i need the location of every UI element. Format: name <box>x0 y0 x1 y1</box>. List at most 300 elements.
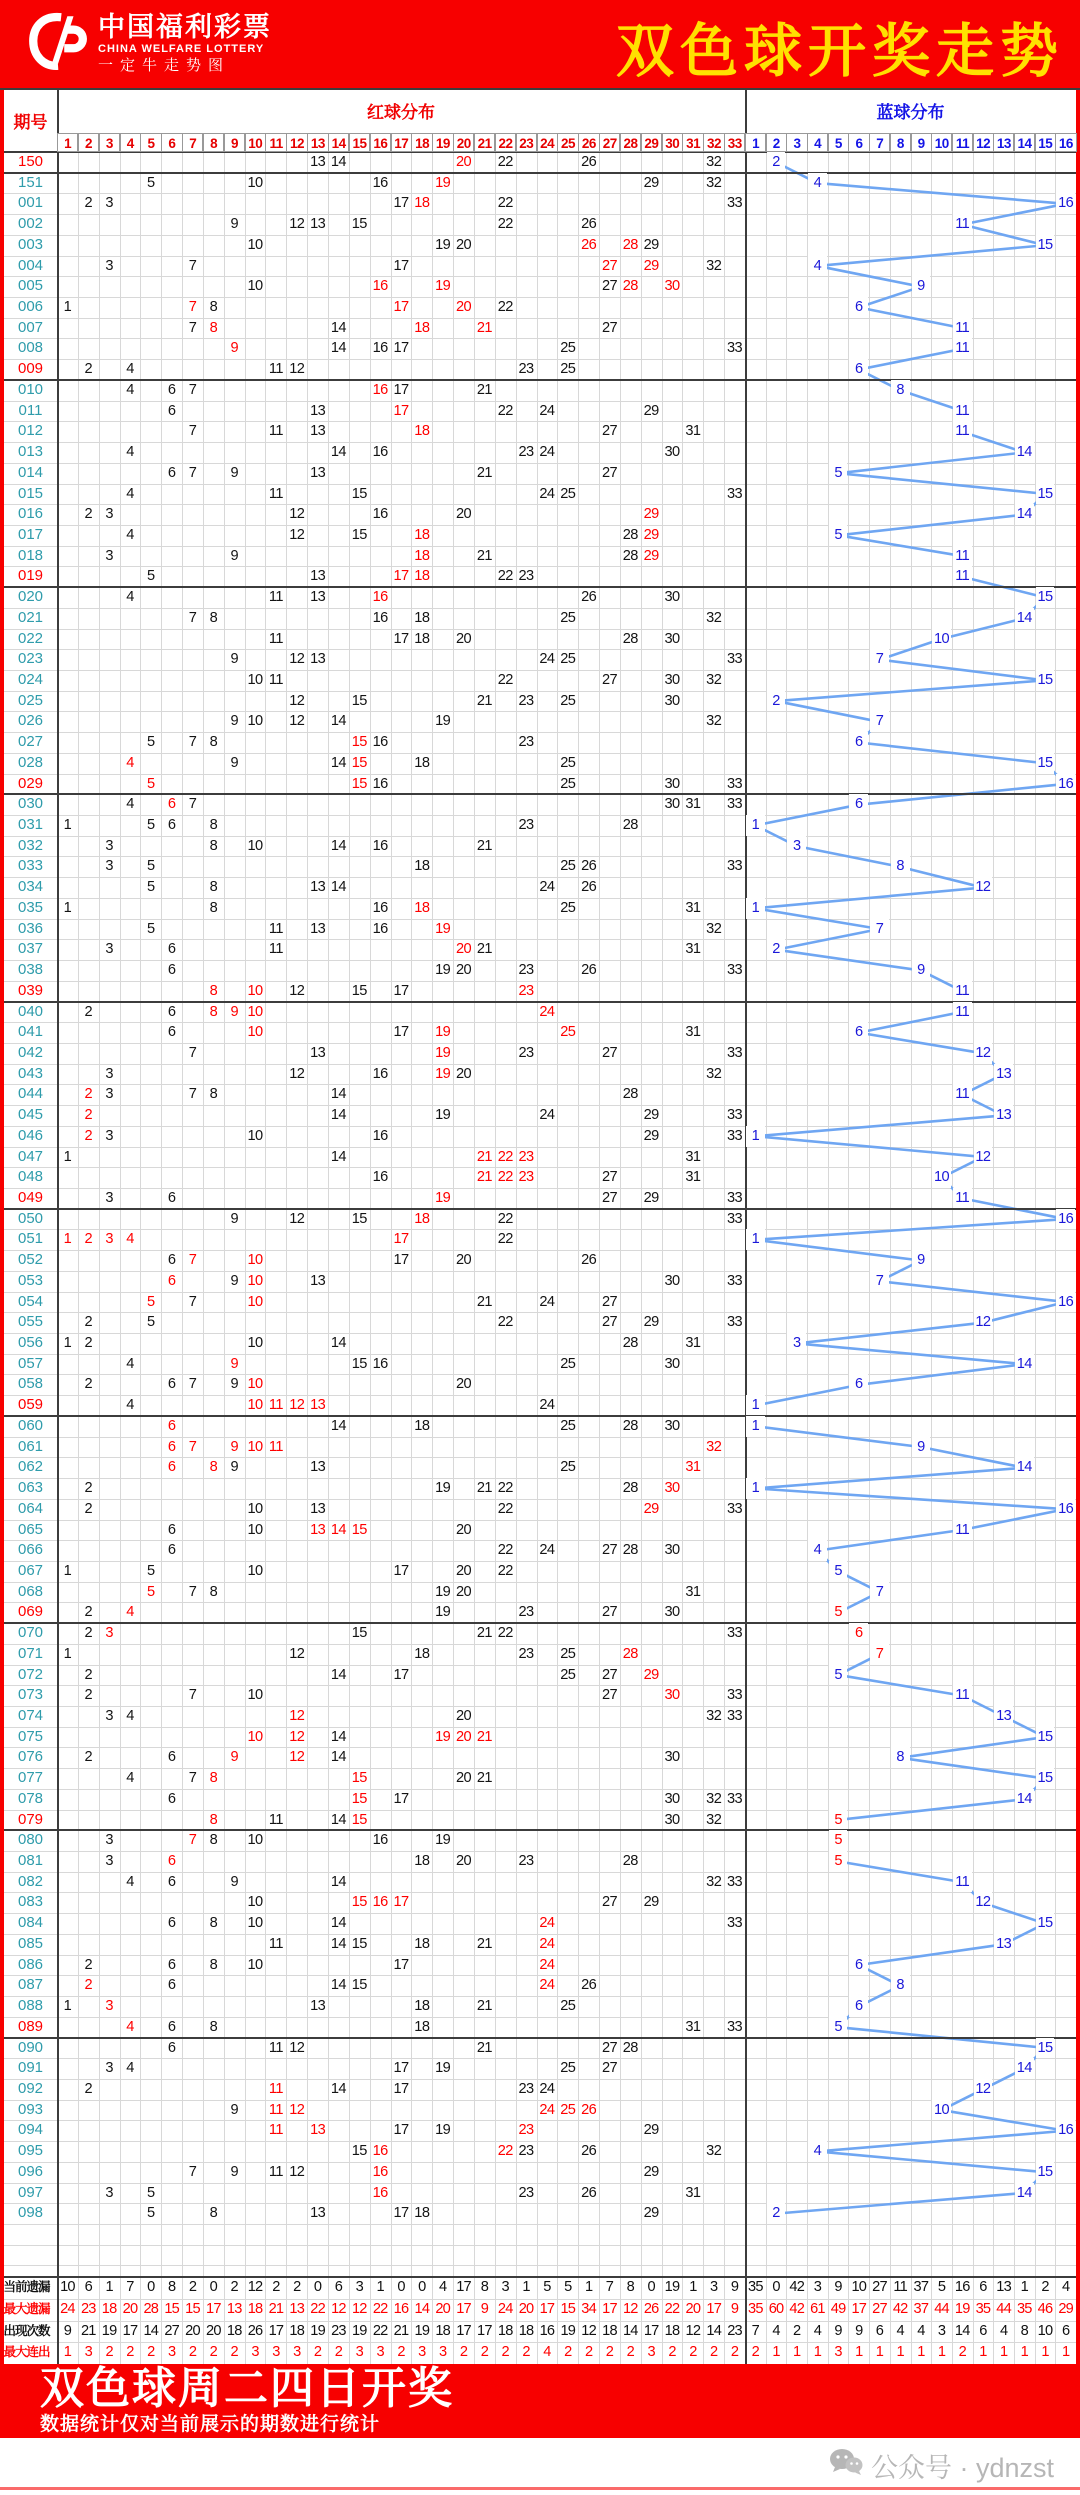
red-ball-number: 31 <box>685 899 701 916</box>
red-ball-number: 15 <box>351 2143 367 2160</box>
red-ball-number: 18 <box>414 547 430 564</box>
stats-value-blue-col: 61 <box>810 2300 825 2317</box>
red-ball-number: 14 <box>330 1521 346 1538</box>
red-ball-number: 17 <box>393 1231 409 1248</box>
blue-ball-number: 1 <box>746 1478 765 1499</box>
period-label: 053 <box>17 1271 44 1289</box>
red-ball-number: 32 <box>706 257 722 274</box>
red-ball-number: 19 <box>435 1044 451 1061</box>
red-ball-number: 25 <box>560 2101 576 2118</box>
blue-ball-number: 15 <box>1036 670 1055 691</box>
period-label: 088 <box>17 1997 44 2015</box>
stats-value-red-col: 14 <box>706 2322 722 2339</box>
period-label: 079 <box>17 1810 44 1828</box>
red-ball-number: 5 <box>147 174 155 191</box>
red-ball-number: 22 <box>497 1625 513 1642</box>
red-ball-number: 24 <box>539 651 555 668</box>
red-column-header: 4 <box>120 133 141 152</box>
blue-ball-number: 8 <box>891 1975 910 1996</box>
red-ball-number: 12 <box>289 216 305 233</box>
red-ball-number: 2 <box>84 1335 93 1352</box>
red-ball-number: 13 <box>310 1397 326 1414</box>
red-ball-number: 23 <box>518 361 534 378</box>
stats-value-red-col: 22 <box>372 2322 388 2339</box>
red-ball-number: 33 <box>727 485 743 502</box>
period-label: 017 <box>17 525 44 543</box>
red-ball-number: 7 <box>188 1376 197 1393</box>
red-column-header: 30 <box>662 133 683 152</box>
blue-ball-number: 11 <box>953 981 972 1002</box>
red-ball-number: 10 <box>247 1335 263 1352</box>
red-ball-number: 16 <box>372 734 388 751</box>
red-column-header: 21 <box>474 133 495 152</box>
blue-ball-number: 14 <box>1015 608 1034 629</box>
stats-value-blue-col: 4 <box>999 2322 1008 2339</box>
red-ball-number: 11 <box>268 2122 283 2139</box>
red-ball-number: 18 <box>414 1417 430 1434</box>
red-ball-number: 29 <box>643 1666 659 1683</box>
red-ball-number: 9 <box>230 547 238 564</box>
red-ball-number: 13 <box>310 216 326 233</box>
red-ball-number: 4 <box>126 444 134 461</box>
red-column-header: 13 <box>307 133 328 152</box>
stats-value-blue-col: 27 <box>872 2279 887 2295</box>
red-ball-number: 21 <box>476 1480 492 1497</box>
red-ball-number: 31 <box>685 423 701 440</box>
red-ball-number: 17 <box>393 2205 409 2222</box>
red-ball-number: 10 <box>247 1024 263 1041</box>
red-ball-number: 6 <box>167 1459 176 1476</box>
red-ball-number: 11 <box>268 2163 283 2180</box>
red-ball-number: 25 <box>560 1666 576 1683</box>
red-ball-number: 11 <box>268 423 283 440</box>
red-ball-number: 20 <box>456 1728 472 1745</box>
stats-value-red-col: 18 <box>226 2322 242 2339</box>
red-ball-number: 30 <box>664 1355 680 1372</box>
stats-value-red-col: 0 <box>147 2279 155 2295</box>
red-ball-number: 2 <box>84 1977 93 1994</box>
period-label: 050 <box>17 1209 44 1227</box>
blue-ball-number: 9 <box>912 960 931 981</box>
blue-ball-number: 5 <box>829 463 848 484</box>
stats-row-label: 最大连出 <box>3 2345 50 2360</box>
red-ball-number: 7 <box>188 464 197 481</box>
red-ball-number: 33 <box>727 340 743 357</box>
red-ball-number: 18 <box>414 526 430 543</box>
red-ball-number: 4 <box>126 526 134 543</box>
stats-value-red-col: 21 <box>393 2322 409 2339</box>
red-ball-number: 16 <box>372 340 388 357</box>
stats-value-red-col: 14 <box>622 2322 638 2339</box>
red-ball-number: 28 <box>622 236 638 253</box>
red-ball-number: 1 <box>63 817 72 834</box>
stats-value-red-col: 1 <box>584 2279 593 2295</box>
red-ball-number: 19 <box>435 1065 451 1082</box>
red-ball-number: 8 <box>209 1915 218 1932</box>
stats-value-blue-col: 1 <box>1041 2344 1049 2361</box>
red-ball-number: 33 <box>727 1210 743 1227</box>
red-ball-number: 23 <box>518 1645 534 1662</box>
red-ball-number: 21 <box>476 1935 492 1952</box>
stats-value-red-col: 3 <box>251 2344 259 2361</box>
period-label: 021 <box>17 608 44 626</box>
red-ball-number: 16 <box>372 1065 388 1082</box>
blue-ball-number: 12 <box>974 1147 993 1168</box>
blue-ball-number: 11 <box>953 214 972 235</box>
red-ball-number: 6 <box>167 1521 176 1538</box>
blue-ball-number: 10 <box>932 629 951 650</box>
stats-value-red-col: 0 <box>647 2279 655 2295</box>
red-ball-number: 17 <box>393 1956 409 1973</box>
stats-value-red-col: 18 <box>247 2300 263 2317</box>
stats-value-red-col: 1 <box>105 2279 113 2295</box>
red-ball-number: 9 <box>230 1749 238 1766</box>
red-ball-number: 16 <box>372 1127 388 1144</box>
blue-ball-number: 7 <box>870 1644 889 1665</box>
period-label: 036 <box>17 919 44 937</box>
red-ball-number: 8 <box>209 1583 218 1600</box>
period-label: 084 <box>17 1914 44 1932</box>
red-ball-number: 14 <box>330 1335 346 1352</box>
red-ball-number: 24 <box>539 1915 555 1932</box>
red-ball-number: 24 <box>539 402 555 419</box>
red-ball-number: 15 <box>351 754 367 771</box>
red-ball-number: 20 <box>456 962 472 979</box>
blue-ball-trend-line <box>745 152 1076 2224</box>
red-ball-number: 19 <box>435 1728 451 1745</box>
red-ball-number: 8 <box>209 817 218 834</box>
red-column-header: 32 <box>703 133 724 152</box>
blue-ball-number: 6 <box>849 794 868 815</box>
period-label: 018 <box>17 546 44 564</box>
red-ball-number: 25 <box>560 485 576 502</box>
blue-ball-number: 16 <box>1056 2120 1075 2141</box>
grid-hline <box>4 2265 1076 2266</box>
red-ball-number: 17 <box>393 1562 409 1579</box>
red-ball-number: 12 <box>289 2163 305 2180</box>
blue-ball-number: 14 <box>1015 504 1034 525</box>
group-separator <box>4 586 1076 588</box>
stats-value-red-col: 15 <box>560 2300 576 2317</box>
wechat-label: 公众号 · ydnzst <box>870 2453 1054 2483</box>
red-ball-number: 4 <box>126 1231 134 1248</box>
red-ball-number: 30 <box>664 1480 680 1497</box>
period-label: 026 <box>17 712 44 730</box>
red-ball-number: 5 <box>147 920 155 937</box>
red-ball-number: 7 <box>188 1583 197 1600</box>
red-ball-number: 19 <box>435 1107 451 1124</box>
blue-ball-number: 8 <box>891 1747 910 1768</box>
red-ball-number: 6 <box>167 381 176 398</box>
red-ball-number: 6 <box>167 1956 176 1973</box>
stats-value-red-col: 27 <box>164 2322 179 2339</box>
red-ball-number: 12 <box>289 2101 305 2118</box>
red-ball-number: 10 <box>247 982 263 999</box>
red-ball-number: 28 <box>622 1645 638 1662</box>
stats-row-label: 出现次数 <box>3 2323 50 2338</box>
red-ball-number: 5 <box>147 2184 155 2201</box>
red-ball-number: 23 <box>518 1169 534 1186</box>
stats-value-red-col: 17 <box>122 2322 138 2339</box>
period-label: 032 <box>17 836 44 854</box>
red-ball-number: 30 <box>664 589 680 606</box>
red-ball-number: 8 <box>209 899 218 916</box>
period-label: 085 <box>17 1934 44 1952</box>
red-ball-number: 11 <box>268 2039 283 2056</box>
red-ball-number: 30 <box>664 1687 680 1704</box>
red-ball-number: 28 <box>622 1480 638 1497</box>
period-label: 016 <box>17 505 44 523</box>
red-ball-number: 9 <box>230 651 238 668</box>
red-ball-number: 7 <box>188 1832 197 1849</box>
red-ball-number: 6 <box>167 1190 176 1206</box>
red-ball-number: 7 <box>188 1044 197 1061</box>
red-ball-number: 6 <box>167 1376 176 1393</box>
red-ball-number: 14 <box>330 713 346 730</box>
period-label: 091 <box>17 2059 44 2077</box>
period-label: 023 <box>17 650 44 668</box>
red-ball-number: 12 <box>289 1645 305 1662</box>
red-ball-number: 33 <box>727 1790 743 1807</box>
red-ball-number: 25 <box>560 1024 576 1041</box>
red-ball-number: 31 <box>685 2184 701 2201</box>
blue-ball-number: 13 <box>994 1706 1013 1727</box>
red-ball-number: 5 <box>147 1293 155 1310</box>
red-ball-number: 22 <box>497 2143 513 2160</box>
red-ball-number: 27 <box>601 1190 617 1206</box>
period-label: 073 <box>17 1686 44 1704</box>
red-column-header: 31 <box>682 133 703 152</box>
stats-value-blue-col: 8 <box>1020 2322 1028 2339</box>
stats-value-blue-col: 0 <box>772 2279 780 2295</box>
blue-ball-number: 14 <box>1015 2183 1034 2204</box>
red-ball-number: 18 <box>414 1210 430 1227</box>
blue-ball-number: 1 <box>746 898 765 919</box>
red-ball-number: 8 <box>209 2018 218 2035</box>
blue-column-header: 7 <box>869 133 890 152</box>
red-column-header: 20 <box>453 133 474 152</box>
red-ball-number: 18 <box>414 195 430 212</box>
red-ball-number: 22 <box>497 216 513 233</box>
blue-column-header: 8 <box>890 133 911 152</box>
red-ball-number: 6 <box>167 1749 176 1766</box>
red-ball-number: 23 <box>518 2122 534 2139</box>
red-ball-number: 22 <box>497 1169 513 1186</box>
red-ball-number: 27 <box>601 1894 617 1911</box>
red-ball-number: 18 <box>414 568 430 585</box>
red-ball-number: 14 <box>330 1417 346 1434</box>
red-ball-number: 33 <box>727 1190 743 1206</box>
red-ball-number: 28 <box>622 526 638 543</box>
red-ball-number: 26 <box>581 858 597 875</box>
period-label: 066 <box>17 1541 44 1559</box>
red-ball-number: 17 <box>393 2080 409 2097</box>
stats-value-blue-col: 10 <box>851 2279 867 2295</box>
red-ball-number: 3 <box>105 1231 113 1248</box>
red-ball-number: 33 <box>727 796 743 813</box>
red-ball-number: 33 <box>727 195 743 212</box>
red-ball-number: 4 <box>126 2018 134 2035</box>
red-ball-number: 6 <box>167 2018 176 2035</box>
red-ball-number: 27 <box>601 1169 617 1186</box>
stats-value-blue-col: 44 <box>996 2300 1011 2317</box>
stats-value-blue-col: 1 <box>813 2344 822 2361</box>
red-ball-number: 18 <box>414 423 430 440</box>
period-label: 034 <box>17 878 44 896</box>
stats-value-red-col: 12 <box>351 2300 367 2317</box>
red-ball-number: 32 <box>706 1708 722 1724</box>
blue-ball-number: 8 <box>891 856 910 877</box>
red-ball-number: 15 <box>351 526 367 543</box>
stats-value-blue-col: 29 <box>1058 2300 1073 2317</box>
red-ball-number: 33 <box>727 1107 743 1124</box>
red-ball-number: 13 <box>310 651 326 668</box>
bottom-accent-line <box>0 2487 1080 2490</box>
blue-ball-number: 1 <box>746 815 765 836</box>
page-title: 双色球开奖走势 <box>615 17 1064 85</box>
red-ball-number: 27 <box>601 1687 617 1704</box>
red-ball-number: 21 <box>476 1998 492 2015</box>
stats-value-red-col: 12 <box>622 2300 638 2317</box>
red-ball-number: 2 <box>84 195 93 212</box>
logo-line1: 中国福利彩票 <box>98 12 272 43</box>
red-ball-number: 23 <box>518 444 534 461</box>
red-ball-number: 2 <box>84 506 93 523</box>
period-label: 076 <box>17 1748 44 1766</box>
red-ball-number: 23 <box>518 817 534 834</box>
red-ball-number: 10 <box>247 278 263 295</box>
red-ball-number: 12 <box>289 1728 305 1745</box>
red-ball-number: 30 <box>664 1604 680 1621</box>
red-ball-number: 23 <box>518 1853 534 1870</box>
red-ball-number: 16 <box>372 444 388 461</box>
stats-value-blue-col: 37 <box>913 2279 929 2295</box>
period-label: 038 <box>17 961 44 979</box>
period-label: 062 <box>17 1458 44 1476</box>
blue-ball-number: 6 <box>849 732 868 753</box>
red-ball-number: 10 <box>247 1127 263 1144</box>
blue-ball-number: 1 <box>746 1229 765 1250</box>
red-ball-number: 15 <box>351 1770 367 1787</box>
red-ball-number: 30 <box>664 278 680 295</box>
period-label: 011 <box>18 401 43 419</box>
blue-ball-number: 16 <box>1056 1292 1075 1313</box>
red-ball-number: 33 <box>727 1687 743 1704</box>
red-column-header: 18 <box>411 133 432 152</box>
red-ball-number: 21 <box>476 1625 492 1642</box>
red-ball-number: 24 <box>539 879 555 896</box>
stats-value-blue-col: 1 <box>979 2344 987 2361</box>
period-label: 042 <box>17 1043 44 1061</box>
red-ball-number: 6 <box>167 1272 176 1289</box>
stats-value-red-col: 26 <box>247 2322 263 2339</box>
logo-line3: 一定牛走势图 <box>98 57 231 75</box>
period-label: 006 <box>17 298 44 316</box>
red-ball-number: 13 <box>310 879 326 896</box>
period-label: 039 <box>17 981 44 999</box>
blue-ball-number: 7 <box>870 1271 889 1292</box>
stats-value-red-col: 4 <box>439 2279 447 2295</box>
stats-value-red-col: 8 <box>626 2279 634 2295</box>
stats-value-blue-col: 42 <box>789 2300 805 2317</box>
stats-value-red-col: 2 <box>501 2344 509 2361</box>
blue-ball-number: 15 <box>1036 1768 1055 1789</box>
red-ball-number: 26 <box>581 589 597 606</box>
red-ball-number: 17 <box>393 1024 409 1041</box>
red-ball-number: 9 <box>230 1272 238 1289</box>
stats-value-red-col: 2 <box>689 2344 697 2361</box>
stats-value-red-col: 20 <box>518 2300 534 2317</box>
stats-value-red-col: 3 <box>272 2344 280 2361</box>
stats-value-red-col: 2 <box>626 2344 634 2361</box>
stats-value-red-col: 2 <box>522 2344 530 2361</box>
red-ball-number: 19 <box>435 2060 451 2077</box>
red-column-header: 23 <box>516 133 537 152</box>
stats-value-blue-col: 16 <box>954 2279 970 2295</box>
red-ball-number: 18 <box>414 754 430 771</box>
stats-value-red-col: 3 <box>293 2344 301 2361</box>
blue-column-header: 5 <box>828 133 849 152</box>
stats-value-blue-col: 19 <box>954 2300 970 2317</box>
stats-value-red-col: 2 <box>730 2344 739 2361</box>
period-label: 025 <box>17 691 44 709</box>
table-top-border <box>0 88 1080 90</box>
stats-value-blue-col: 35 <box>1016 2300 1032 2317</box>
red-ball-number: 10 <box>247 1915 263 1932</box>
red-ball-number: 15 <box>351 692 367 709</box>
red-ball-number: 5 <box>147 1583 155 1600</box>
stats-value-red-col: 12 <box>331 2300 346 2317</box>
red-ball-number: 17 <box>393 381 409 398</box>
red-ball-number: 4 <box>126 1604 134 1621</box>
red-ball-number: 29 <box>643 1894 659 1911</box>
red-ball-number: 17 <box>393 2122 409 2139</box>
red-ball-number: 22 <box>497 568 513 585</box>
stats-value-red-col: 7 <box>605 2279 614 2295</box>
red-ball-number: 23 <box>518 962 534 979</box>
stats-value-red-col: 3 <box>355 2279 363 2295</box>
period-label: 033 <box>17 857 44 875</box>
stats-value-red-col: 2 <box>230 2344 238 2361</box>
blue-ball-number: 9 <box>912 276 931 297</box>
blue-ball-number: 5 <box>829 1561 848 1582</box>
red-ball-number: 28 <box>622 278 638 295</box>
stats-value-red-col: 22 <box>310 2300 325 2317</box>
stats-value-blue-col: 4 <box>1062 2279 1070 2295</box>
period-label: 081 <box>17 1852 44 1870</box>
stats-value-red-col: 3 <box>167 2344 176 2361</box>
red-ball-number: 12 <box>289 506 305 523</box>
blue-ball-number: 5 <box>829 1810 848 1831</box>
blue-ball-number: 1 <box>746 1416 765 1437</box>
red-ball-number: 23 <box>518 2143 534 2160</box>
red-ball-number: 25 <box>560 775 576 792</box>
red-ball-number: 6 <box>167 817 176 834</box>
red-ball-number: 27 <box>601 1604 617 1621</box>
red-ball-number: 17 <box>393 257 409 274</box>
red-ball-number: 33 <box>727 1127 743 1144</box>
stats-value-red-col: 20 <box>185 2322 200 2339</box>
period-label: 054 <box>17 1292 44 1310</box>
period-label: 008 <box>17 339 44 357</box>
stats-value-red-col: 2 <box>605 2344 614 2361</box>
stats-value-red-col: 0 <box>418 2279 426 2295</box>
red-ball-number: 18 <box>414 1645 430 1662</box>
red-ball-number: 16 <box>372 1894 388 1911</box>
red-ball-number: 8 <box>209 1003 218 1020</box>
red-column-header: 24 <box>537 133 558 152</box>
red-ball-number: 29 <box>643 506 659 523</box>
